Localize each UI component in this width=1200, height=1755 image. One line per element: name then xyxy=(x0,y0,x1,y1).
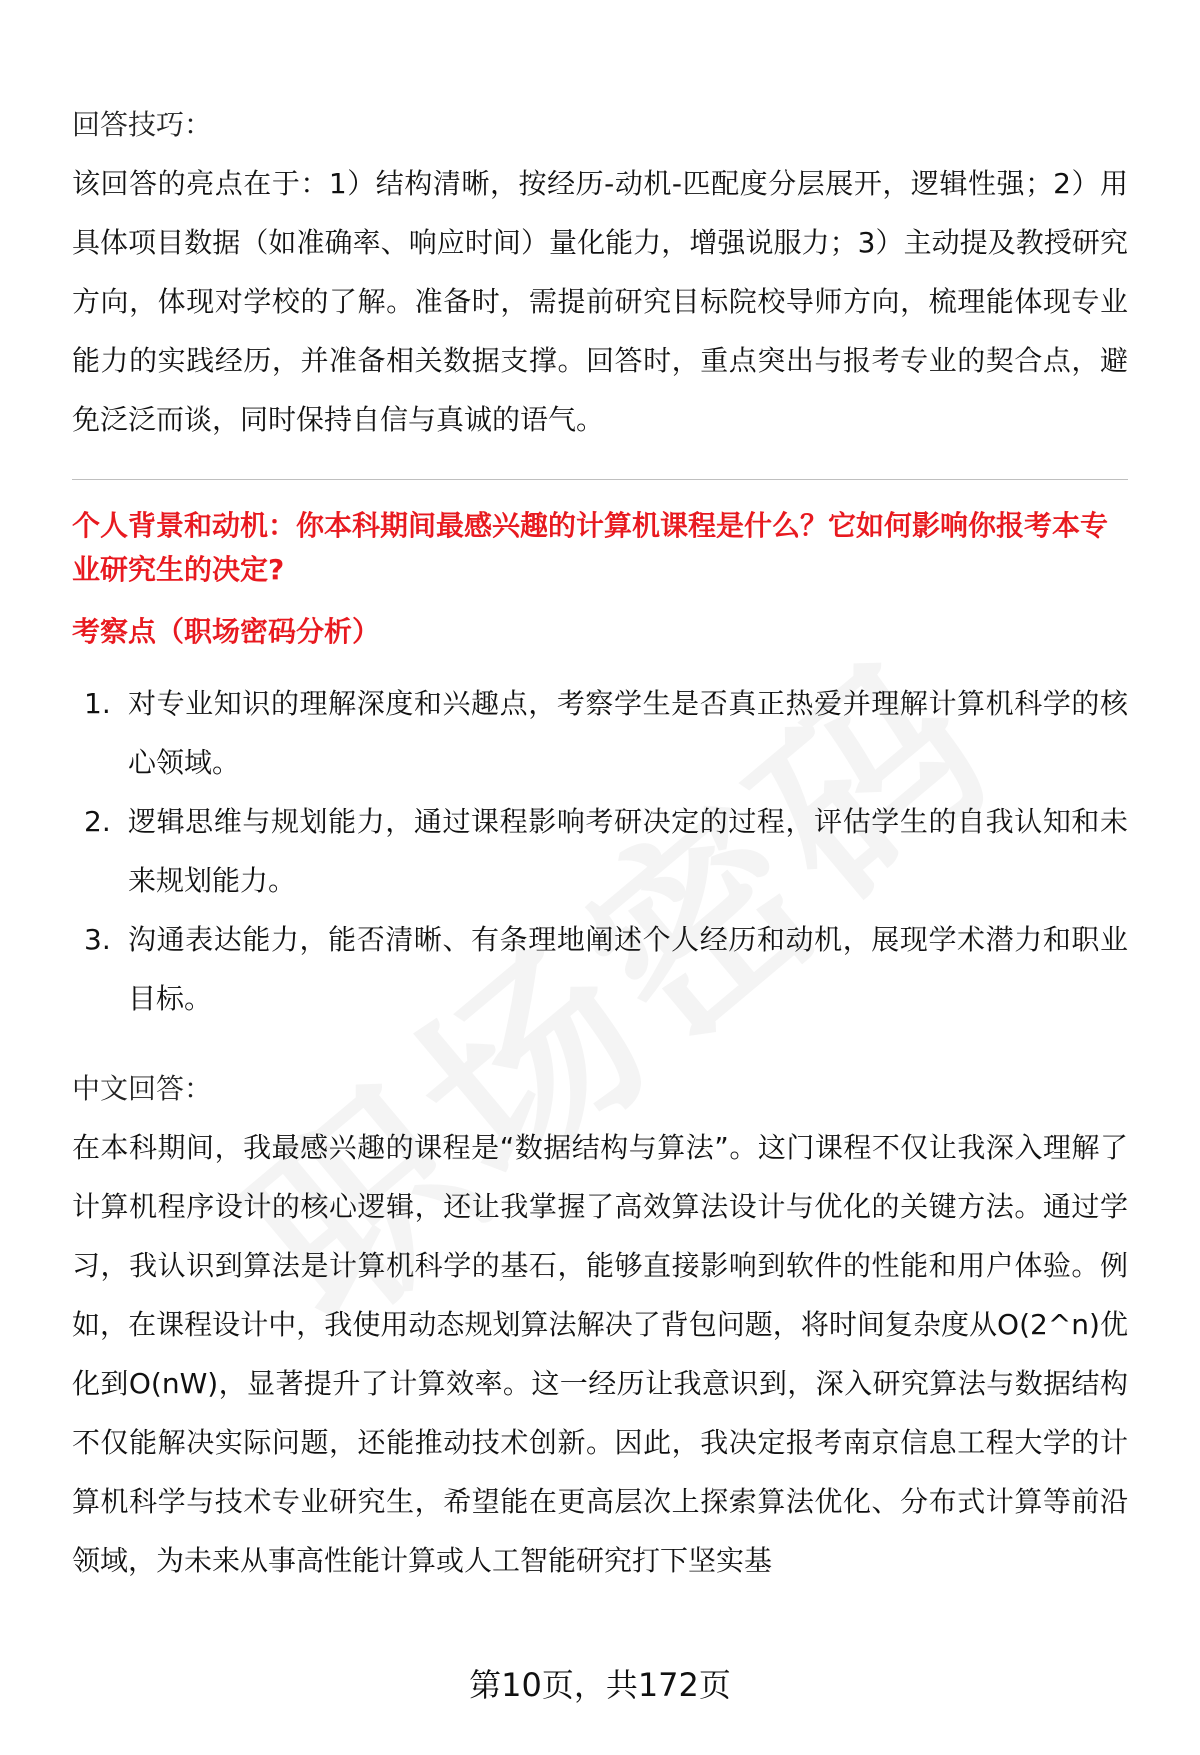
list-item-number: 1. xyxy=(84,687,111,720)
list-item xyxy=(72,910,1128,1028)
answer-tips-text: 该回答的亮点在于：1）结构清晰，按经历-动机-匹配度分层展开，逻辑性强；2）用具体项目数据（如准确率、响应时间）量化能力，增强说服力；3）主动提及教授研究方向，体现对学校的了解。准备时，需提前研究目标院校导师方向，梳理能体现专业能力的实践经历，并准备相关数据支撑。回答时，重点突出与报考专业的契合点，避免泛泛而谈，同时保持自信与真诚的语气。 xyxy=(72,167,1128,436)
chinese-answer-text: 在本科期间，我最感兴趣的课程是“数据结构与算法”。这门课程不仅让我深入理解了计算机程序设计的核心逻辑，还让我掌握了高效算法设计与优化的关键方法。通过学习，我认识到算法是计算机科学的基石，能够直接影响到软件的性能和用户体验。例如，在课程设计中，我使用动态规划算法解决了背包问题，将时间复杂度从O(2^n)优化到O(nW)，显著提升了计算效率。这一经历让我意识到，深入研究算法与数据结构不仅能解决实际问题，还能推动技术创新。因此，我决定报考南京信息工程大学的计算机科学与技术专业研究生，希望能在更高层次上探索算法优化、分布式计算等前沿领域，为未来从事高性能计算或人工智能研究打下坚实基 xyxy=(72,1131,1128,1577)
page-number: 第10页，共172页 xyxy=(469,1666,731,1704)
list-item-text: 对专业知识的理解深度和兴趣点，考察学生是否真正热爱并理解计算机科学的核心领域。 xyxy=(128,687,1128,779)
list-item xyxy=(72,792,1128,910)
list-item xyxy=(72,674,1128,792)
list-item-text: 逻辑思维与规划能力，通过课程影响考研决定的过程，评估学生的自我认知和未来规划能力。 xyxy=(128,805,1128,897)
list-item-number: 3. xyxy=(84,923,111,956)
page-content xyxy=(72,96,1128,1590)
section-divider xyxy=(72,479,1128,480)
focus-points-list xyxy=(72,674,1128,1028)
focus-title: 考察点（职场密码分析） xyxy=(72,615,381,648)
question-title: 个人背景和动机：你本科期间最感兴趣的计算机课程是什么？它如何影响你报考本专业研究生的决定? xyxy=(72,509,1109,586)
list-item-number: 2. xyxy=(84,805,111,838)
answer-tips-label: 回答技巧： xyxy=(72,108,213,141)
chinese-answer-label: 中文回答： xyxy=(72,1072,213,1105)
list-item-text: 沟通表达能力，能否清晰、有条理地阐述个人经历和动机，展现学术潜力和职业目标。 xyxy=(128,923,1128,1015)
